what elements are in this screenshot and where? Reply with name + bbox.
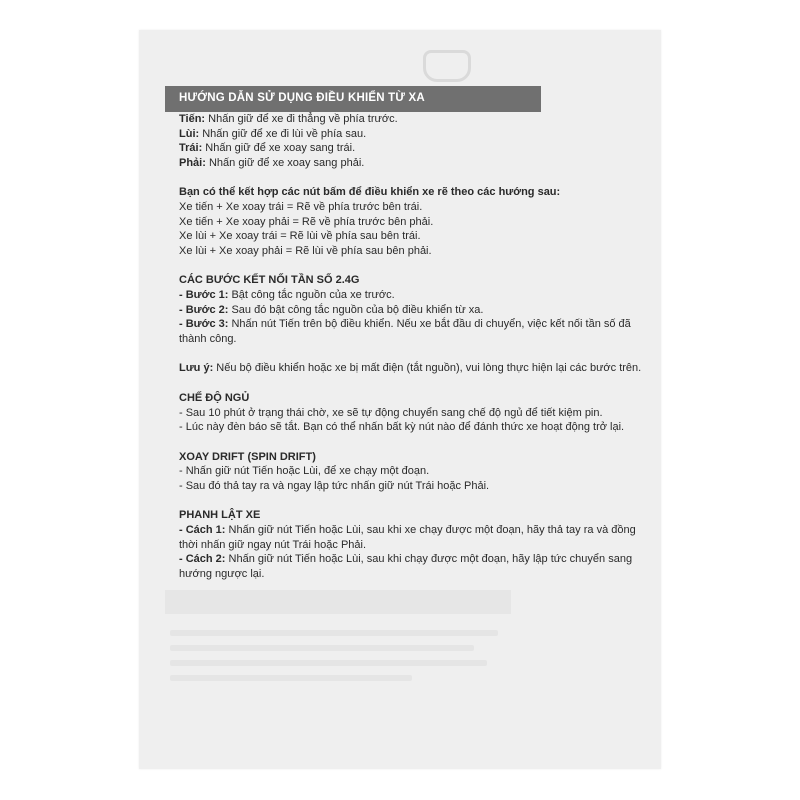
drift-section xyxy=(179,450,649,494)
sleep-line: - Sau 10 phút ở trạng thái chờ, xe sẽ tự động chuyển sang chế độ ngủ để tiết kiệm pin. xyxy=(179,406,603,419)
connect-section xyxy=(179,273,649,346)
sleep-title: CHẾ ĐỘ NGỦ xyxy=(179,391,250,404)
controls-list xyxy=(179,112,649,170)
combo-line: Xe lùi + Xe xoay trái = Rẽ lùi về phía sau bên trái. xyxy=(179,230,421,243)
connect-step: - Bước 2: Sau đó bật công tắc nguồn của bộ điều khiển từ xa. xyxy=(179,303,484,316)
flip-title: PHANH LẬT XE xyxy=(179,509,261,522)
drift-line: - Nhấn giữ nút Tiến hoặc Lùi, để xe chạy một đoạn. xyxy=(179,465,430,478)
control-line-left: Trái: Nhấn giữ để xe xoay sang trái. xyxy=(179,142,356,155)
faded-lines xyxy=(170,630,515,690)
combo-line: Xe tiến + Xe xoay phải = Rẽ về phía trước bên phải. xyxy=(179,215,434,228)
flip-method: - Cách 1: Nhấn giữ nút Tiến hoặc Lùi, sau khi xe chạy được một đoạn, hãy thả tay ra và đồng thời nhấn giữ ngay nút Trái hoặc Phải. xyxy=(179,524,636,551)
page-title: HƯỚNG DẪN SỬ DỤNG ĐIỀU KHIỂN TỪ XA xyxy=(179,92,425,104)
sleep-section xyxy=(179,391,649,435)
control-line-forward: Tiến: Nhấn giữ để xe đi thẳng về phía trước. xyxy=(179,113,398,125)
connect-title: CÁC BƯỚC KẾT NỐI TẦN SỐ 2.4G xyxy=(179,274,360,287)
connect-step: - Bước 1: Bật công tắc nguồn của xe trước. xyxy=(179,288,395,301)
section-header-bar xyxy=(165,86,541,112)
control-line-right: Phải: Nhấn giữ để xe xoay sang phải. xyxy=(179,156,365,169)
connect-step: - Bước 3: Nhấn nút Tiến trên bộ điều khiển. Nếu xe bắt đầu di chuyển, việc kết nối tần số đã thành công. xyxy=(179,318,631,345)
control-line-backward: Lùi: Nhấn giữ để xe đi lùi về phía sau. xyxy=(179,127,367,140)
drift-title: XOAY DRIFT (SPIN DRIFT) xyxy=(179,450,316,463)
sleep-line: - Lúc này đèn báo sẽ tắt. Bạn có thể nhấn bất kỳ nút nào để đánh thức xe hoạt động trở lại. xyxy=(179,421,625,434)
flip-method: - Cách 2: Nhấn giữ nút Tiến hoặc Lùi, sau khi chạy được một đoạn, hãy lập tức chuyển sang hướng ngược lại. xyxy=(179,553,633,580)
drift-line: - Sau đó thả tay ra và ngay lập tức nhấn giữ nút Trái hoặc Phải. xyxy=(179,479,490,492)
combo-line: Xe lùi + Xe xoay phải = Rẽ lùi về phía sau bên phải. xyxy=(179,244,432,257)
combo-section xyxy=(179,185,649,258)
instructions-content xyxy=(179,112,649,581)
faded-bar xyxy=(165,590,511,614)
combo-title: Bạn có thể kết hợp các nút bấm để điều khiển xe rẽ theo các hướng sau: xyxy=(179,186,561,199)
flip-section xyxy=(179,508,649,581)
note-text: Lưu ý: Nếu bộ điều khiển hoặc xe bị mất điện (tắt nguồn), vui lòng thực hiện lại các bước trên. xyxy=(179,362,642,375)
note-section xyxy=(179,361,649,376)
faded-logo-icon xyxy=(423,50,471,82)
combo-line: Xe tiến + Xe xoay trái = Rẽ về phía trước bên trái. xyxy=(179,200,423,213)
